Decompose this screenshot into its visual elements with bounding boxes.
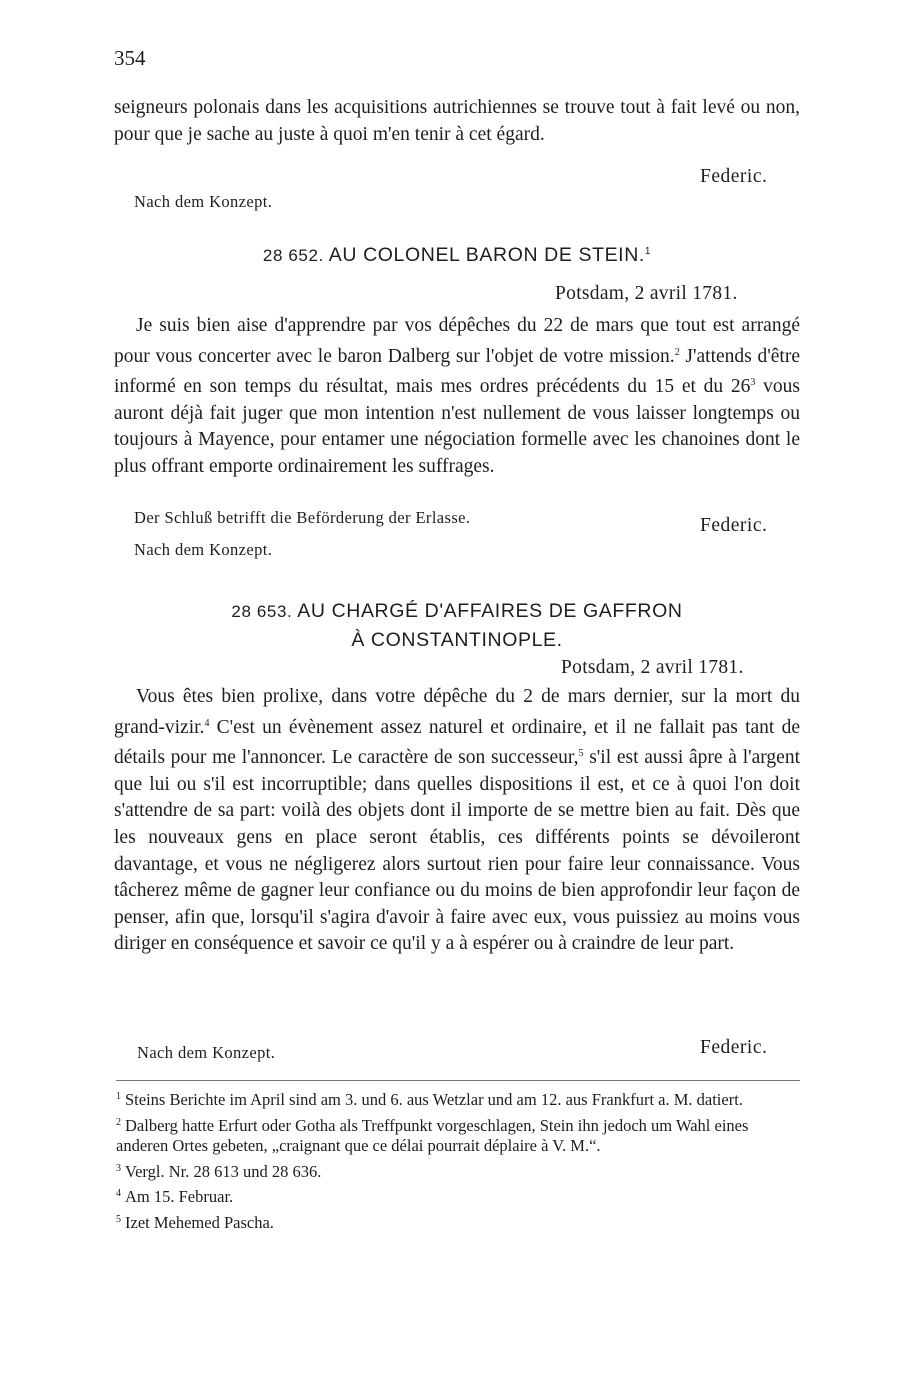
footnote-ref: 2 <box>674 346 680 358</box>
letter-addressee-line2: À CONSTANTINOPLE. <box>351 629 563 651</box>
footnote: $^4$ Am 15. Februar. <box>116 1187 234 1207</box>
letter-addressee: AU CHARGÉ D'AFFAIRES DE GAFFRON <box>297 600 683 622</box>
letter-heading-28652 <box>114 244 800 267</box>
carryover-text: seigneurs polonais dans les acquisitions autrichiennes se trouve tout à fait levé ou non, pour que je sache au juste à quoi m'en tenir à cet égard. <box>114 97 800 145</box>
footnote: $^3$ Vergl. Nr. 28 613 und 28 636. <box>116 1161 322 1181</box>
letter-addressee: AU COLONEL BARON DE STEIN. <box>328 244 645 266</box>
letter-signature: Federic. <box>700 1037 768 1058</box>
footnote-divider <box>116 1080 800 1081</box>
carryover-paragraph <box>114 95 800 148</box>
footnote: $^5$ Izet Mehemed Pascha. <box>116 1212 274 1232</box>
letter-source-note: Nach dem Konzept. <box>137 1043 276 1062</box>
letter-paragraph: Vous êtes bien prolixe, dans votre dépêche du 2 de mars dernier, sur la mort du grand-vizir.$^4$ C'est un évènement assez naturel et ordinaire, et il ne fallait pas tant de détails pour me l'annoncer. Le caractère de son successeur,$^5$ s'il est aussi âpre à l'argent que lui ou s'il est incorruptible; dans quelles dispositions il est, et ce à quoi l'on doit s'attendre de sa part: voilà des objets dont il importe de se mettre bien au fait. Dès que les nouveaux gens en place seront établis, ces différents points se dévoileront davantage, et vous ne négligerez alors surtout rien pour faire leur connaissance. Vous tâcherez même de gagner leur confiance ou du moins de bien approfondir leur façon de penser, afin que, lorsqu'il s'agira d'avoir à faire avec eux, vous puissiez au moins vous diriger en conséquence et savoir ce qu'il y a à espérer ou à craindre de leur part. <box>114 686 801 955</box>
letter-signature: Federic. <box>700 515 768 536</box>
letter-source-note: Nach dem Konzept. <box>134 540 273 559</box>
letter-body-28653 <box>114 684 800 958</box>
letter-body-28652 <box>114 313 800 481</box>
footnote-ref: 4 <box>204 717 210 729</box>
footnote-ref: 5 <box>578 748 584 760</box>
letter-dateline: Potsdam, 2 avril 1781. <box>561 657 744 678</box>
carryover-signature: Federic. <box>700 166 768 187</box>
footnote: $^2$ Dalberg hatte Erfurt oder Gotha als Treffpunkt vorgeschlagen, Stein ihn jedoch um Wahl eines anderen Ortes gebeten, „craignant que ce délai pourrait déplaire à V. M.“. <box>116 1115 749 1156</box>
letter-number: 28 653. <box>231 602 293 621</box>
footnote-ref: 3 <box>750 377 756 389</box>
letter-dateline: Potsdam, 2 avril 1781. <box>555 283 738 304</box>
footnote-ref: 1 <box>644 246 652 257</box>
letter-paragraph: Je suis bien aise d'apprendre par vos dépêches du 22 de mars que tout est arrangé pour vous concerter avec le baron Dalberg sur l'objet de votre mission.$^2$ J'attends d'être informé en son temps du résultat, mais mes ordres précédents du 15 et du 26$^3$ vous auront déjà fait juger que mon intention n'est nullement de vous laisser longtemps ou toujours à Mayence, pour entamer une négociation formelle avec les chanoines dont le plus offrant emporte ordinairement les suffrages. <box>114 315 800 477</box>
footnote: $^1$ Steins Berichte im April sind am 3. und 6. aus Wetzlar und am 12. aus Frankfurt a. M. datiert. <box>116 1090 743 1109</box>
carryover-source-note: Nach dem Konzept. <box>134 192 273 211</box>
footnotes <box>116 1087 800 1236</box>
letter-number: 28 652. <box>262 246 324 265</box>
letter-heading-28653 <box>114 597 800 654</box>
page-number: 354 <box>114 46 146 70</box>
editor-remark: Der Schluß betrifft die Beförderung der Erlasse. <box>134 508 471 527</box>
